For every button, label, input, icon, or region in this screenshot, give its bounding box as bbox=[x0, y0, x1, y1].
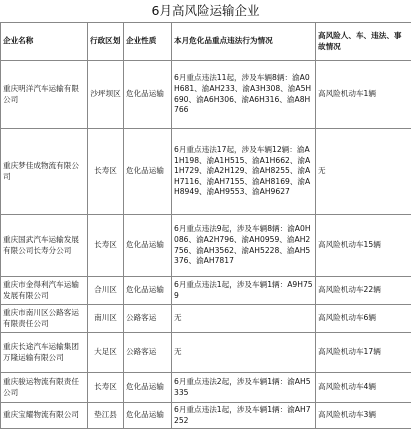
risk-summary: 高风险机动车15辆 bbox=[316, 215, 411, 277]
table-row bbox=[1, 129, 411, 215]
company-name: 重庆市金得利汽车运输发展有限公司 bbox=[1, 277, 88, 305]
header-company: 企业名称 bbox=[1, 23, 88, 61]
district: 长寿区 bbox=[88, 215, 124, 277]
violation-detail: 6月重点违法1起，涉及车辆1辆：A9H759 bbox=[172, 277, 316, 305]
risk-summary: 无 bbox=[316, 129, 411, 215]
risk-summary: 高风险机动车17辆 bbox=[316, 333, 411, 373]
violation-detail: 6月重点违法1起，涉及车辆1辆：渝AH7252 bbox=[172, 403, 316, 429]
district: 沙坪坝区 bbox=[88, 61, 124, 129]
violation-detail: 6月重点违法11起，涉及车辆8辆：渝A0H681、渝AH233、渝A3H308、渝A5H690、渝A6H306、渝A6H316、渝A8H766 bbox=[172, 61, 316, 129]
enterprise-nature: 危化品运输 bbox=[124, 373, 172, 403]
risk-summary: 高风险机动车3辆 bbox=[316, 403, 411, 429]
company-name: 重庆长途汽车运输集团万隆运输有限公司 bbox=[1, 333, 88, 373]
header-nature: 企业性质 bbox=[124, 23, 172, 61]
district: 大足区 bbox=[88, 333, 124, 373]
table-row bbox=[1, 373, 411, 403]
table-row bbox=[1, 277, 411, 305]
district: 南川区 bbox=[88, 305, 124, 333]
company-name: 重庆梦佳成物流有限公司 bbox=[1, 129, 88, 215]
enterprise-nature: 危化品运输 bbox=[124, 215, 172, 277]
risk-summary: 高风险机动车4辆 bbox=[316, 373, 411, 403]
district: 垫江县 bbox=[88, 403, 124, 429]
violation-detail: 6月重点违法9起，涉及车辆8辆：渝A0H086、渝A2H796、渝AH0959、渝AH2756、渝AH3562、渝AH5228、渝AH5376、渝AH7817 bbox=[172, 215, 316, 277]
company-name: 重庆市南川区公路客运有限责任公司 bbox=[1, 305, 88, 333]
enterprise-nature: 公路客运 bbox=[124, 333, 172, 373]
table-row bbox=[1, 333, 411, 373]
table-header-row bbox=[1, 23, 411, 61]
table-row bbox=[1, 215, 411, 277]
risk-summary: 高风险机动车1辆 bbox=[316, 61, 411, 129]
enterprise-nature: 危化品运输 bbox=[124, 61, 172, 129]
risk-summary: 高风险机动车22辆 bbox=[316, 277, 411, 305]
header-violations: 本月危化品重点违法行为情况 bbox=[172, 23, 316, 61]
company-name: 重庆骏运物流有限责任公司 bbox=[1, 373, 88, 403]
table-row bbox=[1, 61, 411, 129]
violation-detail: 6月重点违法2起，涉及车辆1辆：渝AH5335 bbox=[172, 373, 316, 403]
enterprise-nature: 危化品运输 bbox=[124, 129, 172, 215]
table-row bbox=[1, 305, 411, 333]
company-name: 重庆明洋汽车运输有限公司 bbox=[1, 61, 88, 129]
company-name: 重庆宝耀物流有限公司 bbox=[1, 403, 88, 429]
district: 长寿区 bbox=[88, 373, 124, 403]
enterprise-nature: 危化品运输 bbox=[124, 403, 172, 429]
table-row bbox=[1, 403, 411, 429]
risk-summary: 高风险机动车6辆 bbox=[316, 305, 411, 333]
enterprise-table bbox=[0, 22, 411, 429]
document-title: 6月高风险运输企业 bbox=[0, 0, 411, 23]
district: 长寿区 bbox=[88, 129, 124, 215]
violation-detail: 无 bbox=[172, 305, 316, 333]
district: 合川区 bbox=[88, 277, 124, 305]
violation-detail: 6月重点违法17起，涉及车辆12辆：渝A1H198、渝A1H515、渝A1H662、渝A1H729、渝A2H129、渝AH8255、渝AH7116、渝AH7155、渝AH8169、渝AH8949、渝AH9553、渝AH9627 bbox=[172, 129, 316, 215]
enterprise-nature: 公路客运 bbox=[124, 305, 172, 333]
violation-detail: 无 bbox=[172, 333, 316, 373]
header-district: 行政区划 bbox=[88, 23, 124, 61]
header-accidents: 高风险人、车、违法、事故情况 bbox=[316, 23, 411, 61]
enterprise-nature: 危化品运输 bbox=[124, 277, 172, 305]
company-name: 重庆国武汽车运输发展有限公司长寿分公司 bbox=[1, 215, 88, 277]
